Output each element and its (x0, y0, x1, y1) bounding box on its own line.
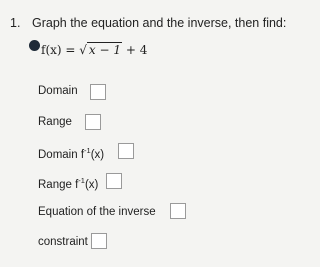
domain-inverse-suffix: (x) (90, 149, 105, 161)
equation-rhs: + 4 (122, 43, 148, 57)
constraint-label: constraint (38, 236, 88, 248)
domain-answer-box[interactable] (90, 84, 106, 100)
range-inverse-suffix: (x) (84, 179, 99, 191)
range-answer-box[interactable] (85, 114, 101, 130)
domain-inverse-exponent: -1 (84, 146, 91, 155)
function-equation (41, 43, 147, 57)
domain-label: Domain (38, 85, 78, 97)
equation-inverse-label: Equation of the inverse (38, 206, 156, 218)
equation-inverse-answer-box[interactable] (170, 203, 186, 219)
range-label: Range (38, 116, 72, 128)
radio-dot-icon[interactable] (29, 40, 40, 51)
range-inverse-label (38, 176, 98, 191)
problem-number: 1. (10, 16, 21, 30)
sqrt-icon: √ (79, 43, 87, 57)
domain-inverse-label (38, 146, 104, 161)
domain-inverse-prefix: Domain f (38, 149, 85, 161)
domain-inverse-answer-box[interactable] (118, 143, 134, 159)
constraint-answer-box[interactable] (91, 233, 107, 249)
problem-instruction: Graph the equation and the inverse, then find: (32, 16, 287, 30)
range-inverse-prefix: Range f (38, 179, 79, 191)
equation-lhs: f(x) = (41, 43, 80, 57)
equation-radicand: x − 1 (88, 43, 122, 57)
square-root (79, 43, 122, 57)
range-inverse-answer-box[interactable] (106, 173, 122, 189)
range-inverse-exponent: -1 (78, 176, 85, 185)
